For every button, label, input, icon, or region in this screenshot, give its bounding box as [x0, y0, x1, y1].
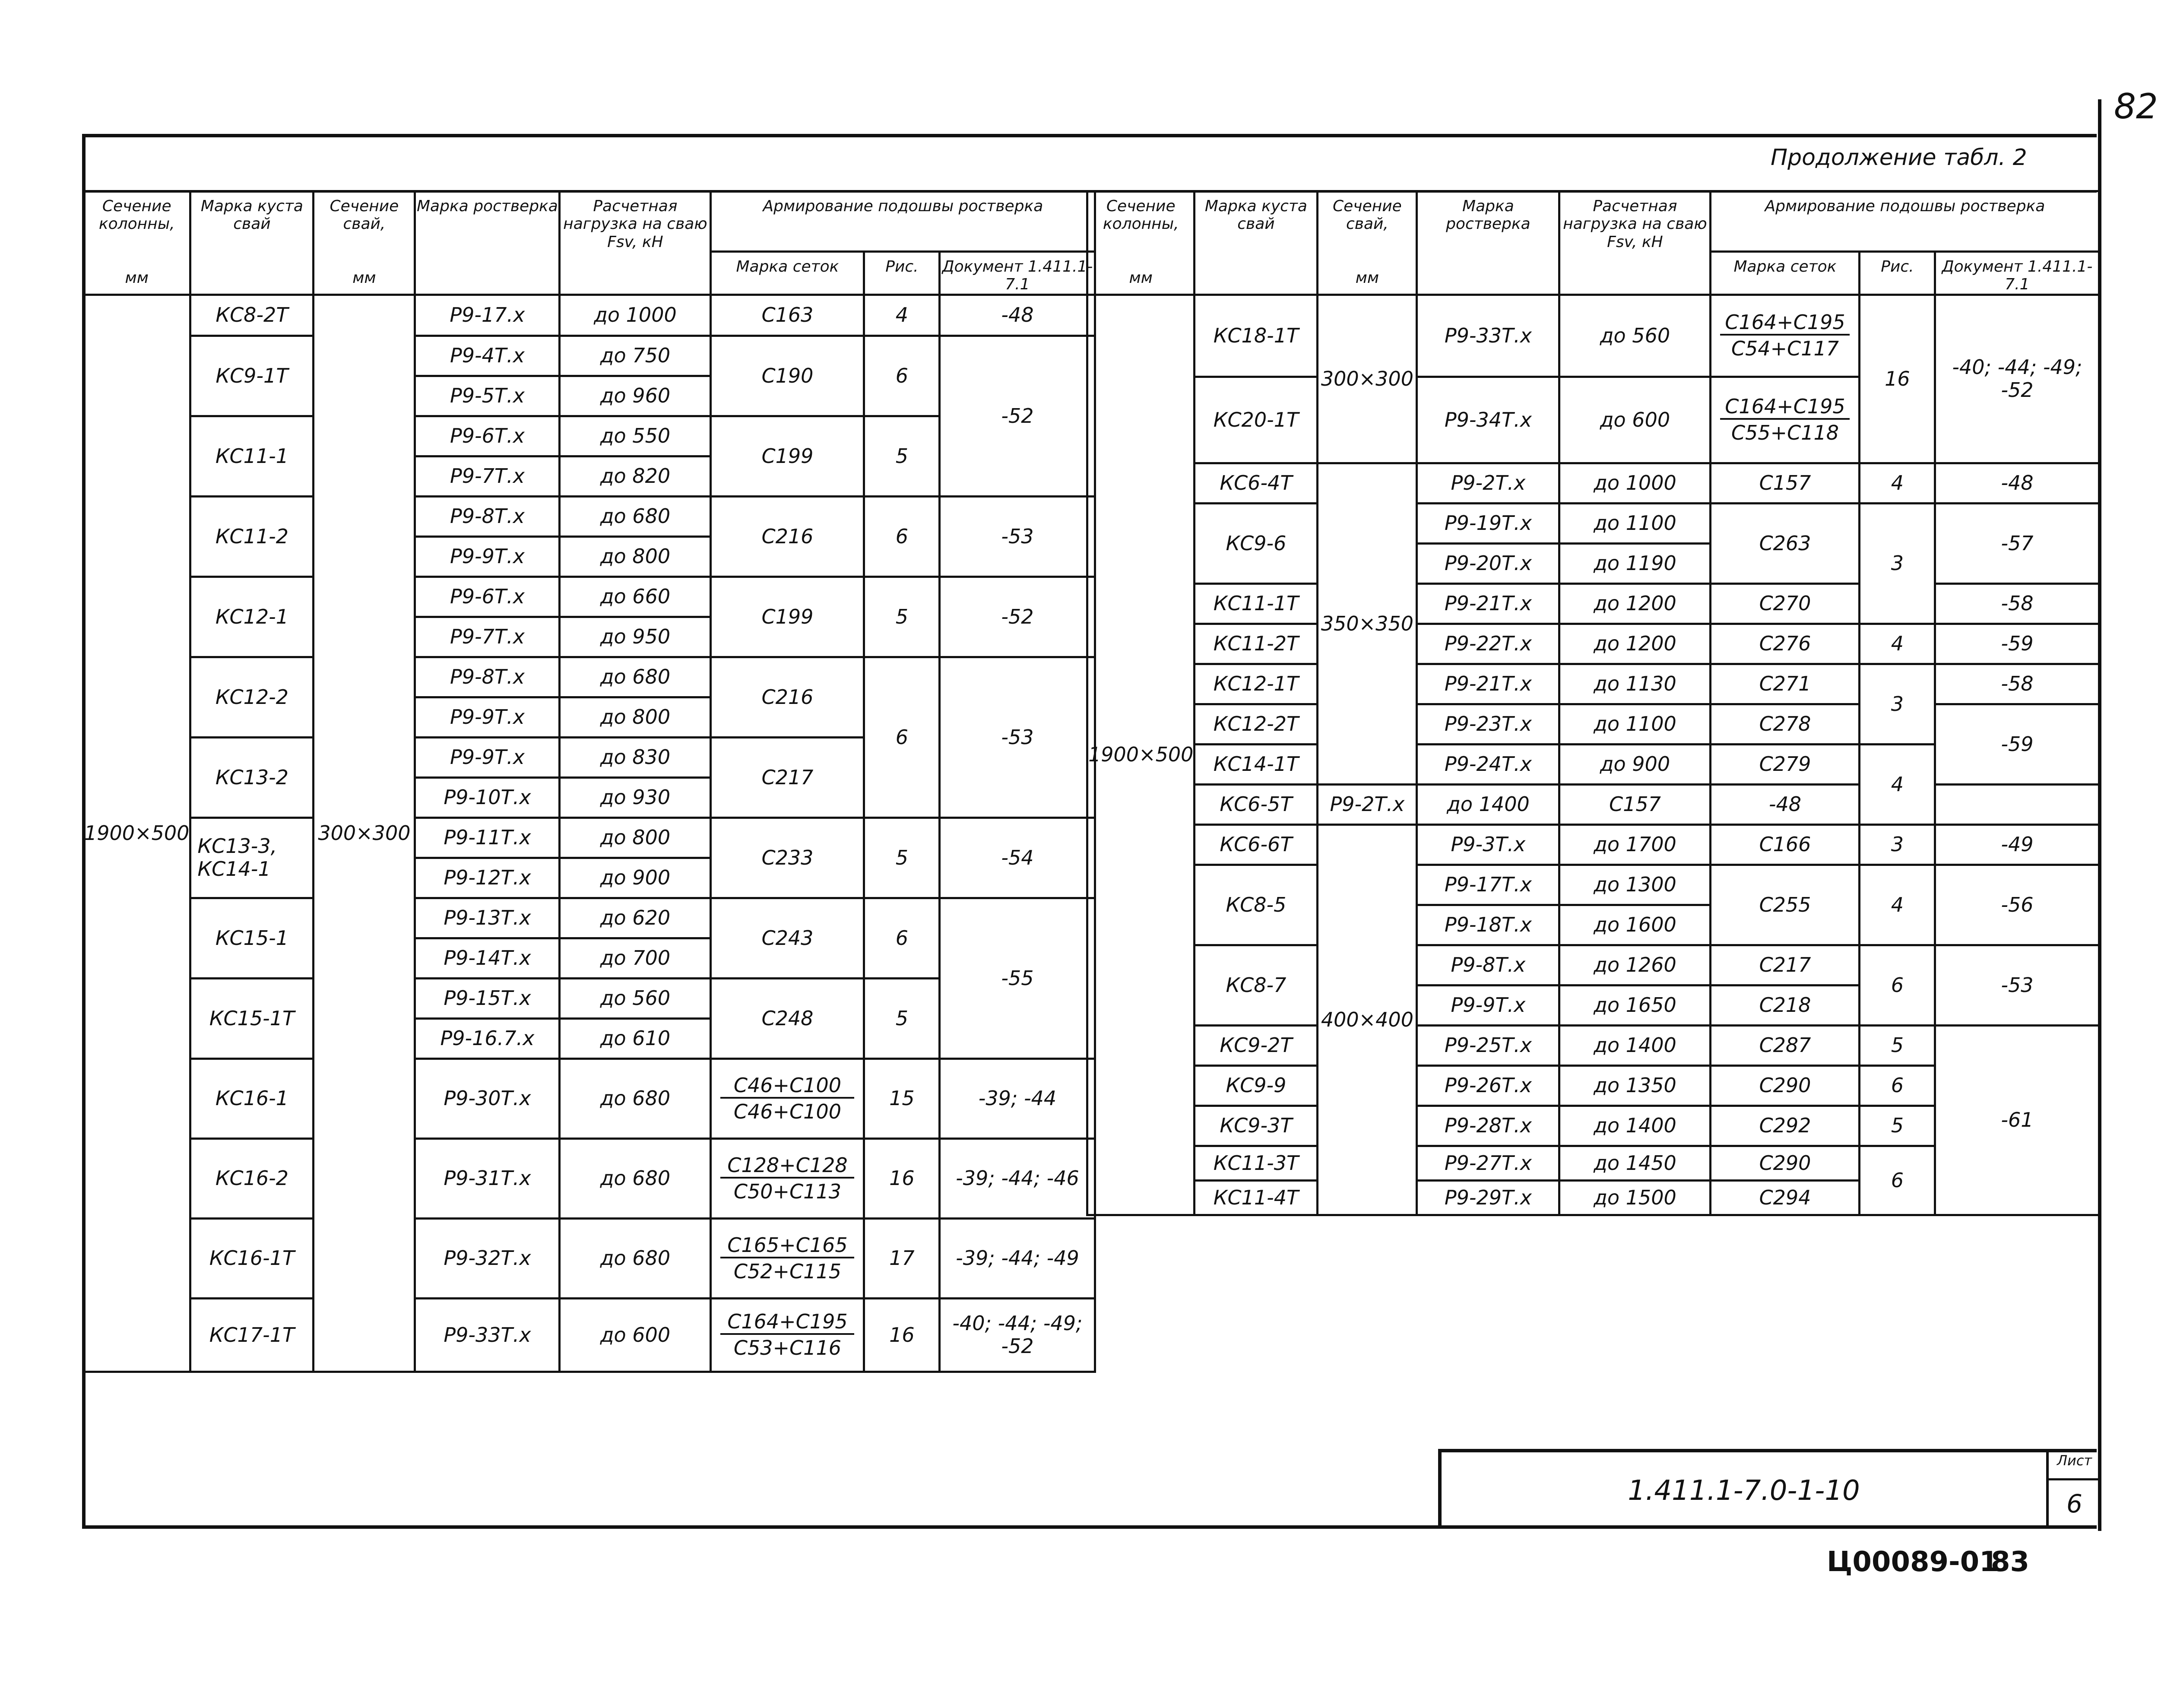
archive-code: Ц00089-01: [1827, 1546, 1999, 1578]
grillage-mark: Р9-6Т.х: [415, 577, 560, 617]
grillage-mark: Р9-21Т.х: [1417, 583, 1559, 624]
header-column-section: Сечение колонны, мм: [83, 191, 190, 295]
bush-mark: КС11-2Т: [1195, 624, 1318, 664]
bush-mark: КС6-4Т: [1195, 463, 1318, 503]
doc-ref: -39; -44: [940, 1058, 1095, 1138]
bush-mark: КС16-1: [190, 1058, 314, 1138]
left-table-wrap: [82, 190, 1096, 1373]
bush-mark: КС6-5Т: [1195, 784, 1318, 824]
grillage-mark: Р9-9Т.х: [415, 737, 560, 777]
bush-mark: КС16-1Т: [190, 1218, 314, 1298]
header-pile-section: Сечение свай, мм: [314, 191, 415, 295]
load-value: до 560: [560, 978, 711, 1018]
grillage-mark: Р9-29Т.х: [1417, 1180, 1559, 1215]
mesh-mark: С217: [1711, 945, 1860, 985]
grillage-mark: Р9-13Т.х: [415, 898, 560, 938]
doc-ref: -56: [1935, 865, 2099, 945]
mesh-mark: С163: [711, 295, 864, 336]
bush-mark: КС8-5: [1195, 865, 1318, 945]
grillage-mark: Р9-14Т.х: [415, 938, 560, 978]
grillage-mark: Р9-28Т.х: [1417, 1106, 1559, 1146]
bush-mark: КС20-1Т: [1195, 377, 1318, 463]
doc-ref: -59: [1935, 624, 2099, 664]
mesh-mark: С278: [1711, 704, 1860, 744]
header-doc: Документ 1.411.1-7.1: [1935, 252, 2099, 295]
load-value: до 1200: [1559, 624, 1711, 664]
grillage-mark: Р9-15Т.х: [415, 978, 560, 1018]
doc-ref: -53: [940, 657, 1095, 818]
load-value: до 1190: [1559, 543, 1711, 583]
mesh-mark: С199: [711, 416, 864, 496]
document-code: 1.411.1-7.0-1-10: [1628, 1474, 1860, 1507]
load-value: до 680: [560, 1058, 711, 1138]
grillage-mark: Р9-31Т.х: [415, 1138, 560, 1218]
mesh-mark: С190: [711, 336, 864, 416]
bush-mark: КС18-1Т: [1195, 295, 1318, 377]
grillage-mark: Р9-10Т.х: [415, 777, 560, 818]
fig-number: 17: [864, 1218, 940, 1298]
load-value: до 1260: [1559, 945, 1711, 985]
load-value: до 820: [560, 456, 711, 496]
load-value: до 680: [560, 1138, 711, 1218]
fig-number: 6: [864, 657, 940, 818]
fig-number: 3: [1860, 824, 1935, 865]
fig-number: 5: [864, 577, 940, 657]
mesh-mark: С263: [1711, 503, 1860, 583]
grillage-mark: Р9-9Т.х: [415, 536, 560, 577]
bush-mark: КС11-1Т: [1195, 583, 1318, 624]
mesh-mark: С271: [1711, 664, 1860, 704]
fig-number: 5: [864, 818, 940, 898]
load-value: до 680: [560, 496, 711, 536]
mesh-mark: С166: [1711, 824, 1860, 865]
bush-mark: КС13-2: [190, 737, 314, 818]
grillage-mark: Р9-8Т.х: [415, 657, 560, 697]
mesh-mark: С294: [1711, 1180, 1860, 1215]
grillage-mark: Р9-17Т.х: [1417, 865, 1559, 905]
grillage-mark: Р9-17.х: [415, 295, 560, 336]
header-mesh-mark: Марка сеток: [1711, 252, 1860, 295]
bush-mark: КС11-3Т: [1195, 1146, 1318, 1180]
load-value: до 750: [560, 336, 711, 376]
fig-number: 6: [1860, 945, 1935, 1025]
fig-number: 3: [1860, 503, 1935, 624]
bush-mark: КС9-2Т: [1195, 1025, 1318, 1065]
doc-ref: -48: [1711, 784, 1860, 824]
load-value: до 1200: [1559, 583, 1711, 624]
header-load: Расчетная нагрузка на сваю Fsv, кН: [560, 191, 711, 295]
bush-mark: КС12-1: [190, 577, 314, 657]
bush-mark: КС9-3Т: [1195, 1106, 1318, 1146]
page-number: 83: [1991, 1546, 2030, 1578]
bush-mark: КС14-1Т: [1195, 744, 1318, 784]
grillage-mark: Р9-32Т.х: [415, 1218, 560, 1298]
fig-number: 5: [864, 416, 940, 496]
grillage-mark: Р9-25Т.х: [1417, 1025, 1559, 1065]
grillage-mark: Р9-9Т.х: [1417, 985, 1559, 1025]
grillage-mark: Р9-3Т.х: [1417, 824, 1559, 865]
doc-ref: -52: [940, 577, 1095, 657]
pile-section: 400×400: [1318, 824, 1417, 1215]
header-mesh-mark: Марка сеток: [711, 252, 864, 295]
load-value: до 1000: [1559, 463, 1711, 503]
doc-ref: -53: [940, 496, 1095, 577]
mesh-mark: С292: [1711, 1106, 1860, 1146]
bush-mark: КС12-2Т: [1195, 704, 1318, 744]
mesh-mark: С255: [1711, 865, 1860, 945]
sheet-cell: [2046, 1452, 2100, 1529]
load-value: до 1700: [1559, 824, 1711, 865]
grillage-mark: Р9-22Т.х: [1417, 624, 1559, 664]
fig-number: 4: [864, 295, 940, 336]
grillage-mark: Р9-4Т.х: [415, 336, 560, 376]
grillage-mark: Р9-20Т.х: [1417, 543, 1559, 583]
bush-mark: КС11-4Т: [1195, 1180, 1318, 1215]
fig-number: 5: [1860, 1025, 1935, 1065]
doc-ref: -53: [1935, 945, 2099, 1025]
header-pile-section: Сечение свай, мм: [1318, 191, 1417, 295]
header-reinforcement: Армирование подошвы ростверка: [1711, 191, 2099, 252]
grillage-mark: Р9-2Т.х: [1417, 463, 1559, 503]
mesh-mark: С216: [711, 496, 864, 577]
fig-number: 6: [864, 336, 940, 416]
mesh-mark: С290: [1711, 1146, 1860, 1180]
header-load: Расчетная нагрузка на сваю Fsv, кН: [1559, 191, 1711, 295]
mesh-mark: С270: [1711, 583, 1860, 624]
mesh-mark: С164+С195 С53+С116: [711, 1298, 864, 1372]
grillage-mark: Р9-23Т.х: [1417, 704, 1559, 744]
grillage-mark: Р9-27Т.х: [1417, 1146, 1559, 1180]
bush-mark: КС11-2: [190, 496, 314, 577]
header-grillage-mark: Марка ростверка: [415, 191, 560, 295]
grillage-mark: Р9-24Т.х: [1417, 744, 1559, 784]
load-value: до 1650: [1559, 985, 1711, 1025]
left-column-section: 1900×500: [83, 295, 190, 1372]
load-value: до 680: [560, 657, 711, 697]
load-value: до 550: [560, 416, 711, 456]
mesh-mark: С128+С128 С50+С113: [711, 1138, 864, 1218]
grillage-mark: Р9-6Т.х: [415, 416, 560, 456]
grillage-mark: Р9-2Т.х: [1318, 784, 1417, 824]
header-fig: Рис.: [864, 252, 940, 295]
doc-ref: -52: [940, 336, 1095, 496]
doc-ref: -40; -44; -49; -52: [1935, 295, 2099, 463]
doc-ref: -39; -44; -46: [940, 1138, 1095, 1218]
load-value: до 960: [560, 376, 711, 416]
grillage-mark: Р9-12Т.х: [415, 858, 560, 898]
bush-mark: КС15-1Т: [190, 978, 314, 1058]
fig-number: 3: [1860, 664, 1935, 744]
mesh-mark: С217: [711, 737, 864, 818]
pile-section: 350×350: [1318, 463, 1417, 784]
load-value: до 1500: [1559, 1180, 1711, 1215]
grillage-mark: Р9-7Т.х: [415, 617, 560, 657]
load-value: до 1300: [1559, 865, 1711, 905]
doc-ref: -59: [1935, 704, 2099, 784]
load-value: до 600: [1559, 377, 1711, 463]
fig-number: 6: [1860, 1146, 1935, 1215]
continuation-label: Продолжение табл. 2: [1771, 145, 2027, 171]
mesh-mark: С157: [1711, 463, 1860, 503]
load-value: до 680: [560, 1218, 711, 1298]
fig-number: 16: [864, 1298, 940, 1372]
load-value: до 1130: [1559, 664, 1711, 704]
right-table-wrap: [1086, 190, 2100, 1216]
mesh-mark: С290: [1711, 1065, 1860, 1106]
title-block: [1438, 1449, 2097, 1529]
bush-mark: КС15-1: [190, 898, 314, 978]
fig-number: 16: [1860, 295, 1935, 463]
doc-ref: -40; -44; -49; -52: [940, 1298, 1095, 1372]
sheet-label: Лист: [2049, 1452, 2100, 1480]
bush-mark: КС6-6Т: [1195, 824, 1318, 865]
bush-mark: КС16-2: [190, 1138, 314, 1218]
header-fig: Рис.: [1860, 252, 1935, 295]
grillage-mark: Р9-7Т.х: [415, 456, 560, 496]
load-value: до 1450: [1559, 1146, 1711, 1180]
fig-number: 4: [1860, 744, 1935, 824]
mesh-mark: С243: [711, 898, 864, 978]
mesh-mark: С279: [1711, 744, 1860, 784]
mesh-mark: С218: [1711, 985, 1860, 1025]
fig-number: 16: [864, 1138, 940, 1218]
load-value: до 700: [560, 938, 711, 978]
doc-ref: -49: [1935, 824, 2099, 865]
fig-number: 4: [1860, 463, 1935, 503]
header-grillage-mark: Марка ростверка: [1417, 191, 1559, 295]
load-value: до 610: [560, 1018, 711, 1058]
bush-mark: КС12-1Т: [1195, 664, 1318, 704]
grillage-mark: Р9-21Т.х: [1417, 664, 1559, 704]
header-doc: Документ 1.411.1-7.1: [940, 252, 1095, 295]
doc-ref: -57: [1935, 503, 2099, 583]
mesh-mark: С276: [1711, 624, 1860, 664]
mesh-mark: С233: [711, 818, 864, 898]
right-table: [1086, 190, 2100, 1216]
header-reinforcement: Армирование подошвы ростверка: [711, 191, 1095, 252]
doc-ref: -58: [1935, 664, 2099, 704]
mesh-mark: С164+С195 С54+С117: [1711, 295, 1860, 377]
doc-ref: -48: [1935, 463, 2099, 503]
grillage-mark: Р9-8Т.х: [1417, 945, 1559, 985]
fig-number: 15: [864, 1058, 940, 1138]
load-value: до 900: [1559, 744, 1711, 784]
load-value: до 1100: [1559, 704, 1711, 744]
header-bush-mark: Марка куста свай: [1195, 191, 1318, 295]
fig-number: 5: [1860, 1106, 1935, 1146]
mesh-mark: С46+С100 С46+С100: [711, 1058, 864, 1138]
fig-number: 5: [864, 978, 940, 1058]
grillage-mark: Р9-8Т.х: [415, 496, 560, 536]
mesh-mark: С199: [711, 577, 864, 657]
left-table: [82, 190, 1096, 1373]
load-value: до 1000: [560, 295, 711, 336]
grillage-mark: Р9-26Т.х: [1417, 1065, 1559, 1106]
corner-number: 82: [2114, 86, 2158, 127]
mesh-mark: С165+С165 С52+С115: [711, 1218, 864, 1298]
load-value: до 800: [560, 697, 711, 737]
grillage-mark: Р9-18Т.х: [1417, 905, 1559, 945]
load-value: до 1350: [1559, 1065, 1711, 1106]
load-value: до 950: [560, 617, 711, 657]
fig-number: 4: [1860, 865, 1935, 945]
grillage-mark: Р9-33Т.х: [1417, 295, 1559, 377]
bush-mark: КС8-7: [1195, 945, 1318, 1025]
mesh-mark: С164+С195 С55+С118: [1711, 377, 1860, 463]
load-value: до 560: [1559, 295, 1711, 377]
load-value: до 900: [560, 858, 711, 898]
grillage-mark: Р9-33Т.х: [415, 1298, 560, 1372]
bush-mark: КС17-1Т: [190, 1298, 314, 1372]
mesh-mark: С287: [1711, 1025, 1860, 1065]
bush-mark: КС11-1: [190, 416, 314, 496]
fig-number: 6: [864, 496, 940, 577]
header-bush-mark: Марка куста свай: [190, 191, 314, 295]
mesh-mark: С248: [711, 978, 864, 1058]
doc-ref: -55: [940, 898, 1095, 1058]
load-value: до 1400: [1559, 1025, 1711, 1065]
grillage-mark: Р9-34Т.х: [1417, 377, 1559, 463]
grillage-mark: Р9-19Т.х: [1417, 503, 1559, 543]
bush-mark: КС8-2Т: [190, 295, 314, 336]
fig-number: 4: [1860, 624, 1935, 664]
fig-number: 6: [864, 898, 940, 978]
bush-mark: КС9-6: [1195, 503, 1318, 583]
load-value: до 600: [560, 1298, 711, 1372]
doc-ref: -58: [1935, 583, 2099, 624]
load-value: до 830: [560, 737, 711, 777]
grillage-mark: Р9-16.7.х: [415, 1018, 560, 1058]
grillage-mark: Р9-30Т.х: [415, 1058, 560, 1138]
grillage-mark: Р9-9Т.х: [415, 697, 560, 737]
load-value: до 1400: [1417, 784, 1559, 824]
doc-ref: -54: [940, 818, 1095, 898]
bush-mark: КС13-3, КС14-1: [190, 818, 314, 898]
bush-mark: КС12-2: [190, 657, 314, 737]
load-value: до 620: [560, 898, 711, 938]
load-value: до 800: [560, 536, 711, 577]
sheet-number: 6: [2066, 1489, 2082, 1518]
doc-ref: -39; -44; -49: [940, 1218, 1095, 1298]
pile-section: 300×300: [1318, 295, 1417, 463]
load-value: до 1400: [1559, 1106, 1711, 1146]
load-value: до 1600: [1559, 905, 1711, 945]
mesh-mark: С216: [711, 657, 864, 737]
load-value: до 930: [560, 777, 711, 818]
grillage-mark: Р9-5Т.х: [415, 376, 560, 416]
fig-number: 6: [1860, 1065, 1935, 1106]
header-column-section: Сечение колонны, мм: [1087, 191, 1195, 295]
load-value: до 1100: [1559, 503, 1711, 543]
left-pile-section: 300×300: [314, 295, 415, 1372]
grillage-mark: Р9-11Т.х: [415, 818, 560, 858]
load-value: до 660: [560, 577, 711, 617]
doc-ref: -48: [940, 295, 1095, 336]
doc-ref: -61: [1935, 1025, 2099, 1215]
bush-mark: КС9-9: [1195, 1065, 1318, 1106]
load-value: до 800: [560, 818, 711, 858]
mesh-mark: С157: [1559, 784, 1711, 824]
bush-mark: КС9-1Т: [190, 336, 314, 416]
right-column-section: 1900×500: [1087, 295, 1195, 1215]
